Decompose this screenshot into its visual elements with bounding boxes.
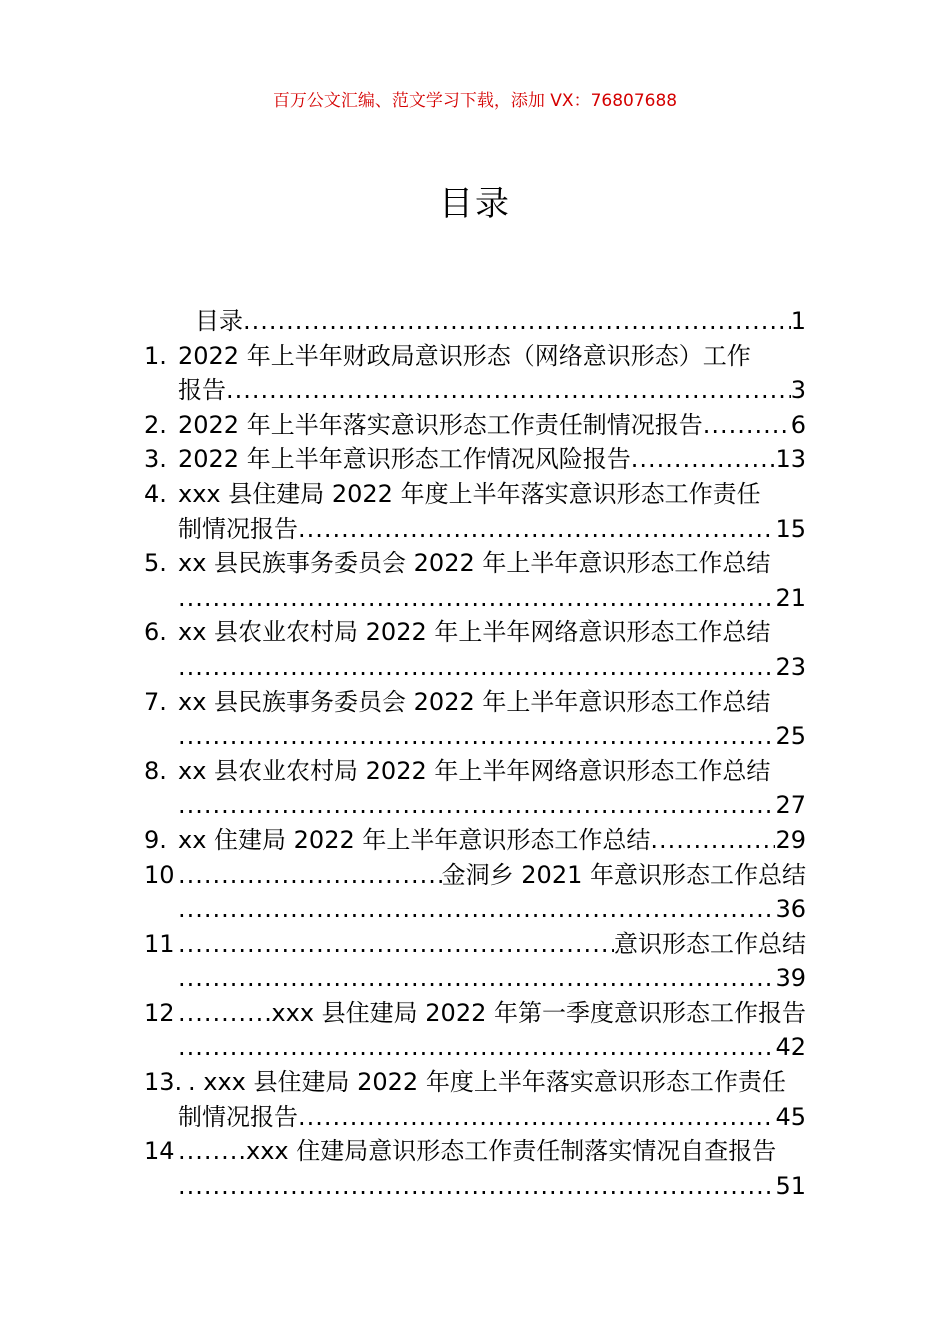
toc-entry-title: . xxx 县住建局 2022 年度上半年落实意识形态工作责任 bbox=[188, 1068, 786, 1097]
toc-page-number: 45 bbox=[775, 1102, 806, 1131]
toc-entry-number: 6. bbox=[144, 618, 167, 647]
toc-page-number: 42 bbox=[775, 1033, 806, 1062]
toc-leader bbox=[178, 581, 775, 616]
toc-leader bbox=[178, 788, 775, 823]
toc-page-number: 39 bbox=[775, 964, 806, 993]
toc-leader bbox=[650, 823, 775, 858]
toc-entry[interactable] bbox=[144, 339, 806, 408]
toc-leader bbox=[243, 304, 791, 339]
toc-leader bbox=[178, 996, 271, 1031]
toc-entry-number: 9. bbox=[144, 825, 167, 854]
toc-entry[interactable] bbox=[144, 408, 806, 443]
toc-page-number: 27 bbox=[775, 791, 806, 820]
toc-entry-title: 意识形态工作总结 bbox=[614, 929, 806, 958]
toc-entry[interactable] bbox=[144, 442, 806, 477]
toc-entry-number: 11 bbox=[144, 929, 175, 958]
toc-entry-title: xxx 住建局意识形态工作责任制落实情况自查报告 bbox=[246, 1137, 777, 1166]
toc-entry-number: 14 bbox=[144, 1137, 175, 1166]
toc-entry[interactable] bbox=[144, 1134, 806, 1203]
toc-entry-number: 4. bbox=[144, 479, 167, 508]
page-title: 目录 bbox=[439, 184, 511, 224]
toc-entry-title: xx 县民族事务委员会 2022 年上半年意识形态工作总结 bbox=[178, 687, 771, 716]
toc-entry-title: 2022 年上半年落实意识形态工作责任制情况报告 bbox=[178, 410, 703, 439]
toc-entry-title-cont: 制情况报告 bbox=[178, 1102, 298, 1131]
toc-entry[interactable] bbox=[144, 996, 806, 1065]
toc-leader bbox=[178, 719, 775, 754]
toc-leader bbox=[178, 1134, 246, 1169]
toc-leader bbox=[631, 442, 776, 477]
toc-entry-number: 8. bbox=[144, 756, 167, 785]
toc-entry[interactable] bbox=[144, 754, 806, 823]
toc-page-number: 51 bbox=[775, 1171, 806, 1200]
toc-entry-title-cont: 报告 bbox=[178, 376, 226, 405]
toc-page-number: 23 bbox=[775, 652, 806, 681]
toc-entry-title: 目录 bbox=[195, 307, 243, 335]
toc-entry-title: xx 县农业农村局 2022 年上半年网络意识形态工作总结 bbox=[178, 756, 771, 785]
toc-entry[interactable] bbox=[144, 304, 806, 339]
toc-entry[interactable] bbox=[144, 823, 806, 858]
toc-leader bbox=[298, 512, 775, 547]
toc-entry-number: 12 bbox=[144, 998, 175, 1027]
toc-entry[interactable] bbox=[144, 1065, 806, 1134]
toc-page-number: 29 bbox=[775, 825, 806, 854]
toc-entry-number: 1. bbox=[144, 341, 167, 370]
toc-entry-title: xx 县农业农村局 2022 年上半年网络意识形态工作总结 bbox=[178, 618, 771, 647]
toc-leader bbox=[178, 927, 614, 962]
toc-entry-number: 3. bbox=[144, 445, 167, 474]
header-notice: 百万公文汇编、范文学习下载，添加 VX：76807688 bbox=[272, 91, 678, 111]
toc-entry[interactable] bbox=[144, 927, 806, 996]
toc-entry-title: 2022 年上半年意识形态工作情况风险报告 bbox=[178, 445, 631, 474]
toc-entry-title: 2022 年上半年财政局意识形态（网络意识形态）工作 bbox=[178, 341, 751, 370]
toc-entry[interactable] bbox=[144, 546, 806, 615]
toc-entry[interactable] bbox=[144, 858, 806, 927]
toc-leader bbox=[178, 961, 775, 996]
toc-leader bbox=[178, 1030, 775, 1065]
toc-page-number: 21 bbox=[775, 583, 806, 612]
toc-entry-number: 7. bbox=[144, 687, 167, 716]
toc-entry-title-cont: 制情况报告 bbox=[178, 514, 298, 543]
toc-leader bbox=[226, 373, 791, 408]
toc-entry-title: 金洞乡 2021 年意识形态工作总结 bbox=[441, 860, 806, 889]
toc-leader bbox=[703, 408, 791, 443]
toc-entry[interactable] bbox=[144, 477, 806, 546]
toc-entry-number: 5. bbox=[144, 549, 167, 578]
toc-entry-title: xxx 县住建局 2022 年度上半年落实意识形态工作责任 bbox=[178, 479, 761, 508]
toc-entry-number: 13. bbox=[144, 1068, 183, 1097]
toc-entry[interactable] bbox=[144, 685, 806, 754]
toc-page-number: 3 bbox=[790, 376, 806, 405]
toc-entry-number: 10 bbox=[144, 860, 175, 889]
toc-leader bbox=[178, 858, 442, 893]
toc-page-number: 15 bbox=[775, 514, 806, 543]
table-of-contents bbox=[144, 304, 806, 1203]
toc-leader bbox=[178, 892, 775, 927]
toc-page-number: 36 bbox=[775, 895, 806, 924]
toc-entry-title: xxx 县住建局 2022 年第一季度意识形态工作报告 bbox=[271, 998, 806, 1027]
toc-leader bbox=[178, 650, 775, 685]
toc-page-number: 13 bbox=[775, 445, 806, 474]
toc-leader bbox=[298, 1100, 775, 1135]
toc-page-number: 1 bbox=[790, 307, 806, 335]
toc-leader bbox=[178, 1169, 775, 1204]
toc-entry-title: xx 县民族事务委员会 2022 年上半年意识形态工作总结 bbox=[178, 549, 771, 578]
toc-page-number: 6 bbox=[790, 410, 806, 439]
toc-entry[interactable] bbox=[144, 615, 806, 684]
toc-page-number: 25 bbox=[775, 722, 806, 751]
toc-entry-number: 2. bbox=[144, 410, 167, 439]
toc-entry-title: xx 住建局 2022 年上半年意识形态工作总结 bbox=[178, 825, 651, 854]
